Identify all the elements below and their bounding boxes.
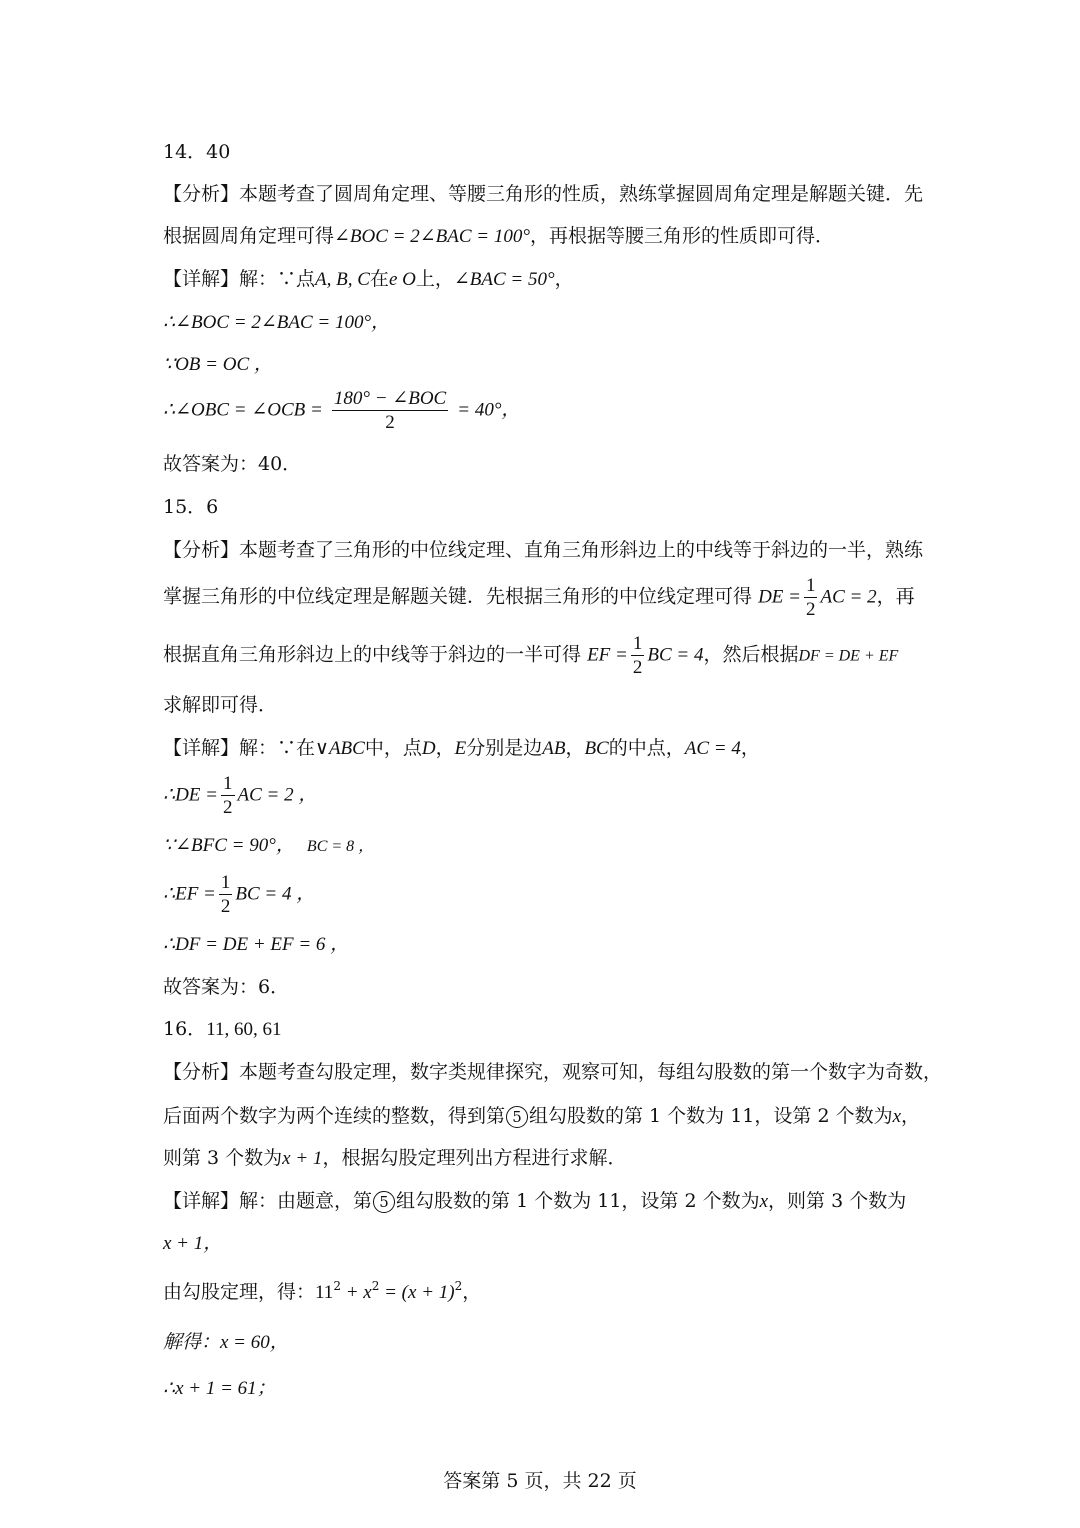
fraction: $\frac{1}{2}$ xyxy=(223,773,233,818)
q16-analysis-line3: 则第 3 个数为x + 1，根据勾股定理列出方程进行求解． xyxy=(163,1147,627,1169)
circled-number: 5 xyxy=(373,1191,395,1213)
q16-detail-line1: 【详解】解：由题意，第 5 组勾股数的第 1 个数为 11，设第 2 个数为x，则第 3 个数为 xyxy=(163,1190,907,1212)
q14-step3: ∵OB = OC ， xyxy=(163,354,273,375)
q15-detail-line1: 【详解】解：∵在∨ABC中，点D，E分别是边AB，BC的中点，AC = 4， xyxy=(163,737,760,759)
q14-analysis-line2: 根据圆周角定理可得∠BOC = 2∠BAC = 100°，再根据等腰三角形的性质即可得． xyxy=(163,225,834,247)
page-footer: 答案第 5 页，共 22 页 xyxy=(443,1470,637,1492)
q16-analysis-line1: 【分析】本题考查勾股定理，数字类规律探究，观察可知，每组勾股数的第一个数字为奇数， xyxy=(163,1061,943,1083)
q15-analysis-line2: 掌握三角形的中位线定理是解题关键．先根据三角形的中位线定理可得 DE = $\frac{1}{2}$ AC = 2，再 xyxy=(163,575,915,620)
q15-step5: ∴DF = DE + EF = 6 ， xyxy=(163,934,350,955)
analysis-tag: 【分析】 xyxy=(163,183,240,205)
detail-tag: 【详解】 xyxy=(163,1190,240,1212)
detail-tag: 【详解】 xyxy=(163,268,240,290)
q14-step2: ∴∠BOC = 2∠BAC = 100°， xyxy=(163,312,391,333)
q14-answer: 故答案为：40． xyxy=(163,453,302,475)
q15-analysis-line3: 根据直角三角形斜边上的中线等于斜边的一半可得 EF = $\frac{1}{2}$ BC = 4，然后根据DF = DE + EF xyxy=(163,633,899,678)
q16-step5: ∴x + 1 = 61； xyxy=(163,1378,276,1399)
circled-number: 5 xyxy=(506,1106,528,1128)
q14-step4: ∴∠OBC = ∠OCB = $\frac{\text{180° − ∠BOC}}{2}$ = 40°， xyxy=(163,388,521,433)
q16-detail-line2: x + 1， xyxy=(163,1233,223,1254)
q14-number: 14．40 xyxy=(163,141,231,163)
q15-analysis-line4: 求解即可得． xyxy=(163,694,278,716)
detail-tag: 【详解】 xyxy=(163,737,240,759)
q15-step4: ∴EF = $\frac{1}{2}$ BC = 4 ， xyxy=(163,872,316,917)
q14-analysis-line1: 【分析】本题考查了圆周角定理、等腰三角形的性质，熟练掌握圆周角定理是解题关键．先 xyxy=(163,183,924,205)
analysis-tag: 【分析】 xyxy=(163,1061,240,1083)
q15-answer: 故答案为：6． xyxy=(163,976,290,998)
q16-number: 16．11, 60, 61 xyxy=(163,1018,282,1040)
q15-step2: ∴DE = $\frac{1}{2}$ AC = 2 ， xyxy=(163,773,318,818)
q15-analysis-line1: 【分析】本题考查了三角形的中位线定理、直角三角形斜边上的中线等于斜边的一半，熟练 xyxy=(163,539,924,561)
q15-number: 15．6 xyxy=(163,496,219,518)
q14-detail-line1: 【详解】解：∵点A, B, C在e O上，∠BAC = 50°， xyxy=(163,268,574,290)
fraction: $\frac{1}{2}$ xyxy=(632,633,643,678)
q16-step4: 解得：x = 60， xyxy=(163,1332,289,1353)
analysis-tag: 【分析】 xyxy=(163,539,240,561)
fraction: $\frac{1}{2}$ xyxy=(220,872,231,917)
fraction: $\frac{1}{2}$ xyxy=(805,575,816,620)
q15-step3: ∵∠BFC = 90°， BC = 8 ， xyxy=(163,835,375,856)
fraction: $\frac{\text{180° − ∠BOC}}{2}$ xyxy=(333,388,447,433)
q16-step3: 由勾股定理，得：$11^2 + x^2 = (x + 1)^2$， xyxy=(163,1279,482,1303)
q16-analysis-line2: 后面两个数字为两个连续的整数，得到第 5 组勾股数的第 1 个数为 11，设第 2 个数为x， xyxy=(163,1105,921,1127)
